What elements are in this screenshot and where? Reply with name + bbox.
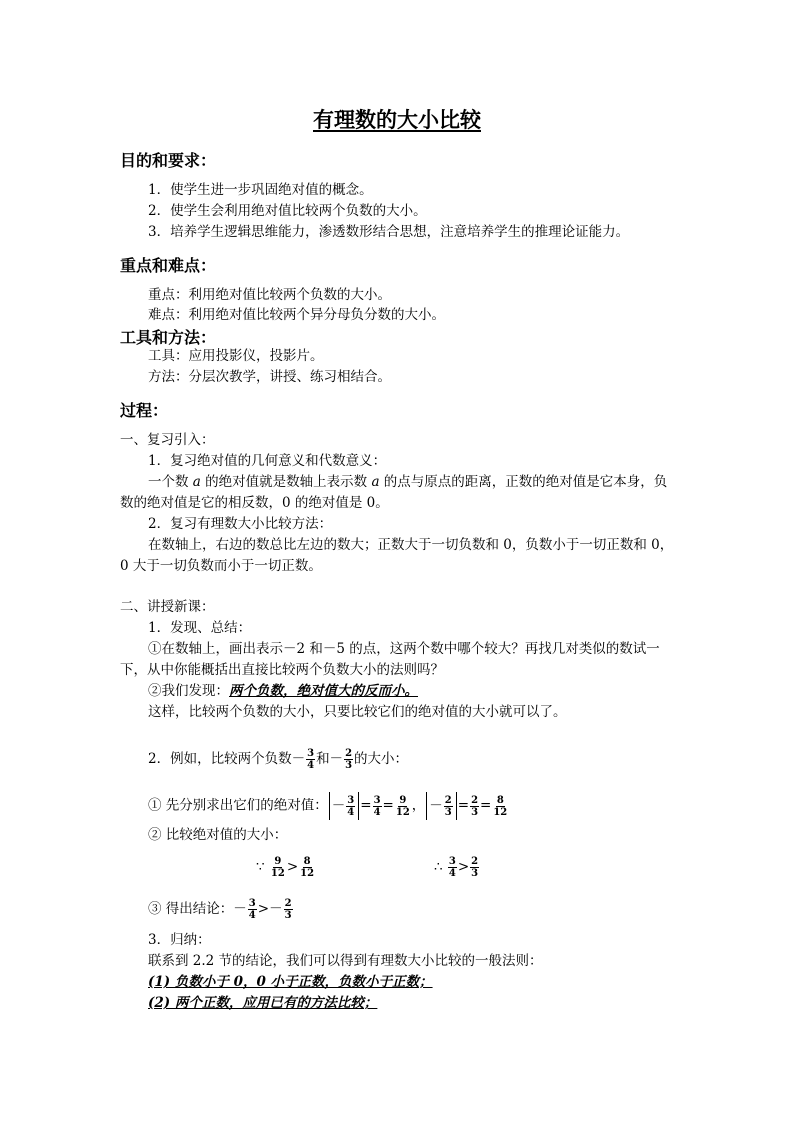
abs-value-3-4: － $\frac{3}{4}$ [329, 792, 359, 820]
induction-title: 3．归纳： [148, 932, 211, 948]
abs-value-2-3: － $\frac{2}{3}$ [426, 792, 456, 820]
process-heading: 过程： [120, 401, 169, 420]
goal-item-1: 1．使学生进一步巩固绝对值的概念。 [148, 182, 373, 198]
fraction-2-3: $\frac{2}{3}$ [345, 748, 353, 771]
summary-line: 这样，比较两个负数的大小，只要比较它们的绝对值的大小就可以了。 [148, 704, 567, 720]
difficult-point: 难点：利用绝对值比较两个异分母负分数的大小。 [148, 307, 445, 323]
example-line: 2．例如，比较两个负数－ $\frac{3}{4}$ 和－ $\frac{2}{3}$ 的大小： [148, 748, 409, 771]
review-title: 一、复习引入： [120, 432, 215, 448]
review-paragraph-2b: 0 大于一切负数而小于一切正数。 [120, 558, 322, 574]
method-line: 方法：分层次教学，讲授、练习相结合。 [148, 369, 391, 385]
review-paragraph-2a: 在数轴上，右边的数总比左边的数大；正数大于一切负数和 0，负数小于一切正数和 0， [148, 537, 674, 553]
goal-item-3: 3．培养学生逻辑思维能力，渗透数形结合思想，注意培养学生的推理论证能力。 [148, 224, 630, 240]
negative-rule: 两个负数，绝对值大的反而小。 [229, 683, 418, 699]
induction-rule-2: (2) 两个正数，应用已有的方法比较； [148, 995, 378, 1011]
review-paragraph-1b: 数的绝对值是它的相反数，0 的绝对值是 0。 [120, 495, 389, 511]
page-title: 有理数的大小比较 [313, 107, 481, 132]
tools-heading: 工具和方法： [120, 328, 217, 347]
review-item-1: 1．复习绝对值的几何意义和代数意义： [148, 453, 387, 469]
step-2-line: ② 比较绝对值的大小： [148, 827, 288, 843]
tools-line: 工具：应用投影仪，投影片。 [148, 348, 324, 364]
review-item-2: 2．复习有理数大小比较方法： [148, 516, 333, 532]
induction-intro: 联系到 2.2 节的结论，我们可以得到有理数大小比较的一般法则： [148, 953, 543, 969]
question-1a: ①在数轴上，画出表示－2 和－5 的点，这两个数中哪个较大？再找几对类似的数试一 [148, 641, 660, 657]
key-points-heading: 重点和难点： [120, 256, 217, 275]
key-point: 重点：利用绝对值比较两个负数的大小。 [148, 287, 391, 303]
because-comparison: ∵ $\frac{9}{12}$ > $\frac{8}{12}$ [256, 856, 315, 879]
review-paragraph-1a: 一个数 a 的绝对值就是数轴上表示数 a 的点与原点的距离，正数的绝对值是它本身，负 [148, 474, 668, 490]
goals-heading: 目的和要求： [120, 151, 217, 170]
induction-rule-1: (1) 负数小于 0，0 小于正数，负数小于正数； [148, 974, 433, 990]
goal-item-2: 2．使学生会利用绝对值比较两个负数的大小。 [148, 203, 427, 219]
finding-line: ②我们发现：两个负数，绝对值大的反而小。 [148, 683, 418, 699]
fraction-3-4: $\frac{3}{4}$ [307, 748, 315, 771]
question-1b: 下，从中你能概括出直接比较两个负数大小的法则吗？ [120, 662, 444, 678]
step-1-line: ① 先分别求出它们的绝对值： － $\frac{3}{4}$ = $\frac{3}{4}$ = $\frac{9}{12}$ ， － $\frac{2}{3}$ = $\frac{2}{3}$ = $\frac{8}{12}$ [148, 792, 509, 820]
step-3-line: ③ 得出结论：－ $\frac{3}{4}$ >－ $\frac{2}{3}$ [148, 898, 292, 921]
therefore-comparison: ∴ $\frac{3}{4}$ > $\frac{2}{3}$ [434, 856, 479, 879]
new-item-1: 1．发现、总结： [148, 620, 252, 636]
new-lesson-title: 二、讲授新课： [120, 599, 215, 615]
